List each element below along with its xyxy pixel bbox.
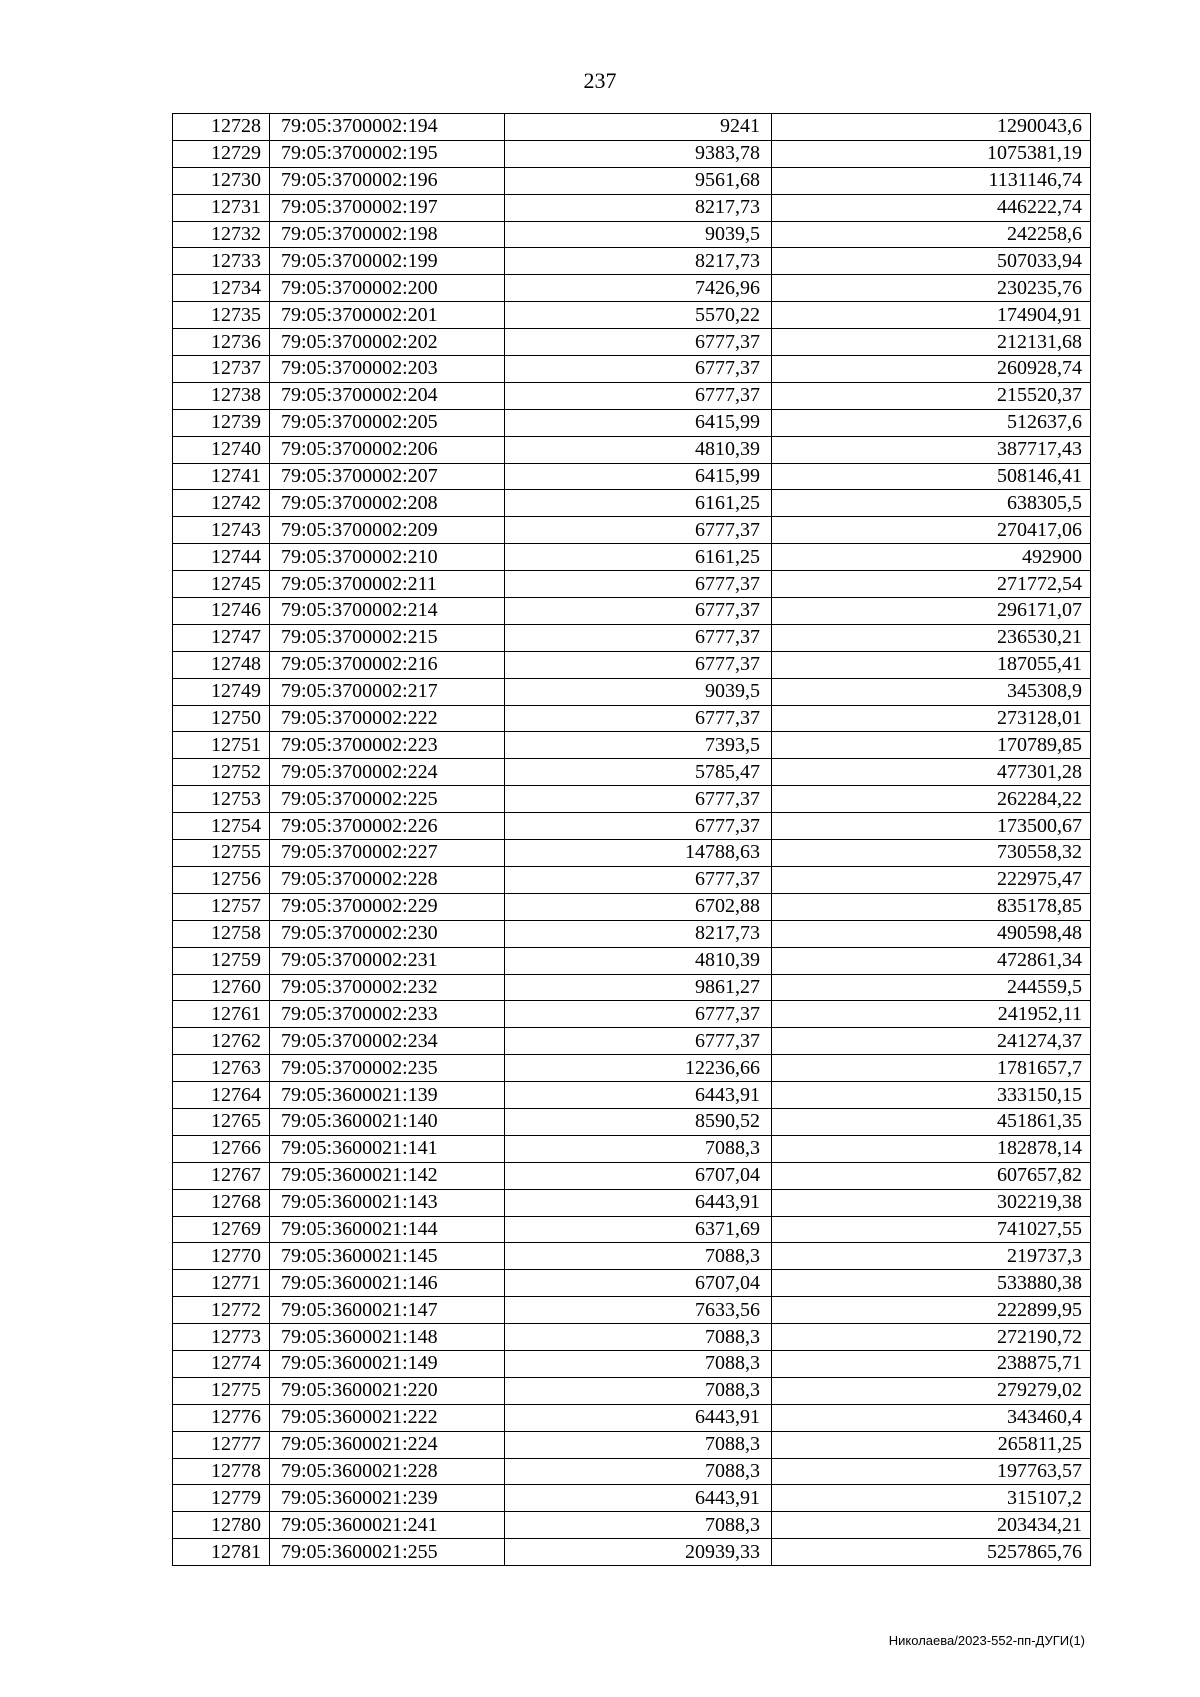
area-cell: 6161,25 [505, 490, 772, 517]
row-number-cell: 12737 [173, 356, 270, 383]
row-number-cell: 12774 [173, 1350, 270, 1377]
area-cell: 8217,73 [505, 920, 772, 947]
cadastral-number-cell: 79:05:3700002:228 [270, 866, 505, 893]
value-cell: 835178,85 [772, 893, 1091, 920]
row-number-cell: 12762 [173, 1028, 270, 1055]
cadastral-number-cell: 79:05:3700002:194 [270, 114, 505, 141]
cadastral-number-cell: 79:05:3700002:197 [270, 194, 505, 221]
row-number-cell: 12747 [173, 624, 270, 651]
value-cell: 345308,9 [772, 678, 1091, 705]
area-cell: 7088,3 [505, 1135, 772, 1162]
value-cell: 270417,06 [772, 517, 1091, 544]
value-cell: 265811,25 [772, 1431, 1091, 1458]
cadastral-number-cell: 79:05:3700002:226 [270, 813, 505, 840]
area-cell: 6777,37 [505, 651, 772, 678]
cadastral-number-cell: 79:05:3600021:228 [270, 1458, 505, 1485]
table-row [173, 167, 1091, 194]
cadastral-number-cell: 79:05:3700002:196 [270, 167, 505, 194]
value-cell: 1781657,7 [772, 1055, 1091, 1082]
cadastral-number-cell: 79:05:3700002:198 [270, 221, 505, 248]
row-number-cell: 12779 [173, 1485, 270, 1512]
cadastral-number-cell: 79:05:3600021:139 [270, 1082, 505, 1109]
value-cell: 296171,07 [772, 598, 1091, 625]
cadastral-number-cell: 79:05:3700002:231 [270, 947, 505, 974]
cadastral-number-cell: 79:05:3700002:208 [270, 490, 505, 517]
value-cell: 174904,91 [772, 302, 1091, 329]
row-number-cell: 12730 [173, 167, 270, 194]
value-cell: 302219,38 [772, 1189, 1091, 1216]
row-number-cell: 12775 [173, 1377, 270, 1404]
row-number-cell: 12781 [173, 1539, 270, 1566]
table-row [173, 140, 1091, 167]
cadastral-number-cell: 79:05:3600021:146 [270, 1270, 505, 1297]
value-cell: 212131,68 [772, 329, 1091, 356]
row-number-cell: 12764 [173, 1082, 270, 1109]
table-row [173, 1512, 1091, 1539]
table-row [173, 624, 1091, 651]
area-cell: 6777,37 [505, 705, 772, 732]
cadastral-number-cell: 79:05:3700002:225 [270, 786, 505, 813]
row-number-cell: 12733 [173, 248, 270, 275]
row-number-cell: 12777 [173, 1431, 270, 1458]
cadastral-number-cell: 79:05:3700002:232 [270, 974, 505, 1001]
area-cell: 7088,3 [505, 1458, 772, 1485]
area-cell: 7088,3 [505, 1324, 772, 1351]
value-cell: 260928,74 [772, 356, 1091, 383]
cadastral-number-cell: 79:05:3600021:141 [270, 1135, 505, 1162]
row-number-cell: 12743 [173, 517, 270, 544]
table-row [173, 1431, 1091, 1458]
value-cell: 472861,34 [772, 947, 1091, 974]
area-cell: 5785,47 [505, 759, 772, 786]
row-number-cell: 12760 [173, 974, 270, 1001]
row-number-cell: 12757 [173, 893, 270, 920]
area-cell: 6415,99 [505, 463, 772, 490]
value-cell: 187055,41 [772, 651, 1091, 678]
table-row [173, 436, 1091, 463]
area-cell: 6415,99 [505, 409, 772, 436]
row-number-cell: 12739 [173, 409, 270, 436]
row-number-cell: 12765 [173, 1108, 270, 1135]
area-cell: 6443,91 [505, 1485, 772, 1512]
value-cell: 387717,43 [772, 436, 1091, 463]
area-cell: 8217,73 [505, 248, 772, 275]
value-cell: 533880,38 [772, 1270, 1091, 1297]
document-footer: Николаева/2023-552-пп-ДУГИ(1) [888, 1633, 1085, 1648]
cadastral-number-cell: 79:05:3700002:229 [270, 893, 505, 920]
area-cell: 6161,25 [505, 544, 772, 571]
row-number-cell: 12769 [173, 1216, 270, 1243]
area-cell: 6777,37 [505, 571, 772, 598]
area-cell: 7088,3 [505, 1377, 772, 1404]
area-cell: 14788,63 [505, 840, 772, 867]
row-number-cell: 12745 [173, 571, 270, 598]
value-cell: 236530,21 [772, 624, 1091, 651]
table-row [173, 893, 1091, 920]
area-cell: 8217,73 [505, 194, 772, 221]
table-row [173, 463, 1091, 490]
table-row [173, 947, 1091, 974]
row-number-cell: 12766 [173, 1135, 270, 1162]
area-cell: 5570,22 [505, 302, 772, 329]
table-row [173, 1404, 1091, 1431]
row-number-cell: 12754 [173, 813, 270, 840]
value-cell: 1131146,74 [772, 167, 1091, 194]
area-cell: 6777,37 [505, 786, 772, 813]
cadastral-number-cell: 79:05:3700002:227 [270, 840, 505, 867]
value-cell: 279279,02 [772, 1377, 1091, 1404]
value-cell: 244559,5 [772, 974, 1091, 1001]
row-number-cell: 12756 [173, 866, 270, 893]
table-row [173, 840, 1091, 867]
table-row [173, 302, 1091, 329]
area-cell: 7088,3 [505, 1431, 772, 1458]
table-row [173, 1243, 1091, 1270]
cadastral-number-cell: 79:05:3700002:209 [270, 517, 505, 544]
area-cell: 9039,5 [505, 678, 772, 705]
table-row [173, 571, 1091, 598]
value-cell: 230235,76 [772, 275, 1091, 302]
cadastral-number-cell: 79:05:3700002:200 [270, 275, 505, 302]
cadastral-number-cell: 79:05:3700002:202 [270, 329, 505, 356]
table-row [173, 517, 1091, 544]
table-row [173, 705, 1091, 732]
table-row [173, 1082, 1091, 1109]
row-number-cell: 12773 [173, 1324, 270, 1351]
row-number-cell: 12755 [173, 840, 270, 867]
registry-table-body [173, 114, 1091, 1566]
table-row [173, 1162, 1091, 1189]
area-cell: 6777,37 [505, 382, 772, 409]
cadastral-number-cell: 79:05:3600021:220 [270, 1377, 505, 1404]
cadastral-number-cell: 79:05:3700002:223 [270, 732, 505, 759]
row-number-cell: 12740 [173, 436, 270, 463]
table-row [173, 920, 1091, 947]
area-cell: 9561,68 [505, 167, 772, 194]
row-number-cell: 12768 [173, 1189, 270, 1216]
table-row [173, 678, 1091, 705]
area-cell: 9383,78 [505, 140, 772, 167]
row-number-cell: 12736 [173, 329, 270, 356]
row-number-cell: 12772 [173, 1297, 270, 1324]
area-cell: 6702,88 [505, 893, 772, 920]
table-row [173, 1270, 1091, 1297]
cadastral-number-cell: 79:05:3700002:214 [270, 598, 505, 625]
table-row [173, 732, 1091, 759]
area-cell: 9861,27 [505, 974, 772, 1001]
area-cell: 12236,66 [505, 1055, 772, 1082]
value-cell: 490598,48 [772, 920, 1091, 947]
cadastral-number-cell: 79:05:3700002:216 [270, 651, 505, 678]
value-cell: 508146,41 [772, 463, 1091, 490]
cadastral-number-cell: 79:05:3700002:222 [270, 705, 505, 732]
cadastral-number-cell: 79:05:3700002:205 [270, 409, 505, 436]
area-cell: 6777,37 [505, 813, 772, 840]
row-number-cell: 12734 [173, 275, 270, 302]
cadastral-number-cell: 79:05:3600021:255 [270, 1539, 505, 1566]
value-cell: 272190,72 [772, 1324, 1091, 1351]
area-cell: 7088,3 [505, 1512, 772, 1539]
value-cell: 730558,32 [772, 840, 1091, 867]
table-row [173, 1001, 1091, 1028]
value-cell: 173500,67 [772, 813, 1091, 840]
row-number-cell: 12752 [173, 759, 270, 786]
table-row [173, 1350, 1091, 1377]
value-cell: 219737,3 [772, 1243, 1091, 1270]
value-cell: 477301,28 [772, 759, 1091, 786]
table-row [173, 1216, 1091, 1243]
area-cell: 6777,37 [505, 1001, 772, 1028]
table-row [173, 1135, 1091, 1162]
cadastral-number-cell: 79:05:3600021:239 [270, 1485, 505, 1512]
value-cell: 315107,2 [772, 1485, 1091, 1512]
table-row [173, 194, 1091, 221]
row-number-cell: 12738 [173, 382, 270, 409]
cadastral-number-cell: 79:05:3700002:235 [270, 1055, 505, 1082]
value-cell: 1075381,19 [772, 140, 1091, 167]
cadastral-number-cell: 79:05:3700002:206 [270, 436, 505, 463]
value-cell: 241274,37 [772, 1028, 1091, 1055]
table-row [173, 813, 1091, 840]
row-number-cell: 12776 [173, 1404, 270, 1431]
row-number-cell: 12729 [173, 140, 270, 167]
cadastral-number-cell: 79:05:3600021:224 [270, 1431, 505, 1458]
cadastral-number-cell: 79:05:3700002:224 [270, 759, 505, 786]
value-cell: 492900 [772, 544, 1091, 571]
cadastral-number-cell: 79:05:3600021:143 [270, 1189, 505, 1216]
value-cell: 273128,01 [772, 705, 1091, 732]
row-number-cell: 12728 [173, 114, 270, 141]
value-cell: 262284,22 [772, 786, 1091, 813]
area-cell: 7426,96 [505, 275, 772, 302]
row-number-cell: 12744 [173, 544, 270, 571]
cadastral-number-cell: 79:05:3600021:148 [270, 1324, 505, 1351]
table-row [173, 1189, 1091, 1216]
table-row [173, 382, 1091, 409]
row-number-cell: 12780 [173, 1512, 270, 1539]
row-number-cell: 12750 [173, 705, 270, 732]
table-row [173, 1028, 1091, 1055]
table-row [173, 544, 1091, 571]
area-cell: 4810,39 [505, 947, 772, 974]
area-cell: 6777,37 [505, 624, 772, 651]
table-row [173, 221, 1091, 248]
value-cell: 271772,54 [772, 571, 1091, 598]
cadastral-number-cell: 79:05:3600021:241 [270, 1512, 505, 1539]
table-row [173, 329, 1091, 356]
value-cell: 203434,21 [772, 1512, 1091, 1539]
cadastral-number-cell: 79:05:3700002:203 [270, 356, 505, 383]
table-row [173, 356, 1091, 383]
value-cell: 512637,6 [772, 409, 1091, 436]
area-cell: 6443,91 [505, 1404, 772, 1431]
row-number-cell: 12732 [173, 221, 270, 248]
cadastral-number-cell: 79:05:3700002:195 [270, 140, 505, 167]
cadastral-number-cell: 79:05:3600021:140 [270, 1108, 505, 1135]
cadastral-number-cell: 79:05:3700002:233 [270, 1001, 505, 1028]
row-number-cell: 12731 [173, 194, 270, 221]
cadastral-number-cell: 79:05:3700002:217 [270, 678, 505, 705]
row-number-cell: 12748 [173, 651, 270, 678]
row-number-cell: 12778 [173, 1458, 270, 1485]
value-cell: 333150,15 [772, 1082, 1091, 1109]
cadastral-number-cell: 79:05:3700002:215 [270, 624, 505, 651]
value-cell: 182878,14 [772, 1135, 1091, 1162]
value-cell: 507033,94 [772, 248, 1091, 275]
value-cell: 215520,37 [772, 382, 1091, 409]
area-cell: 6707,04 [505, 1162, 772, 1189]
cadastral-number-cell: 79:05:3600021:147 [270, 1297, 505, 1324]
row-number-cell: 12749 [173, 678, 270, 705]
area-cell: 6777,37 [505, 517, 772, 544]
value-cell: 238875,71 [772, 1350, 1091, 1377]
value-cell: 607657,82 [772, 1162, 1091, 1189]
table-row [173, 248, 1091, 275]
table-row [173, 1458, 1091, 1485]
table-row [173, 651, 1091, 678]
table-row [173, 866, 1091, 893]
cadastral-number-cell: 79:05:3700002:204 [270, 382, 505, 409]
table-row [173, 598, 1091, 625]
value-cell: 446222,74 [772, 194, 1091, 221]
cadastral-number-cell: 79:05:3700002:211 [270, 571, 505, 598]
row-number-cell: 12735 [173, 302, 270, 329]
cadastral-number-cell: 79:05:3700002:234 [270, 1028, 505, 1055]
value-cell: 638305,5 [772, 490, 1091, 517]
cadastral-number-cell: 79:05:3600021:222 [270, 1404, 505, 1431]
cadastral-number-cell: 79:05:3700002:199 [270, 248, 505, 275]
area-cell: 7088,3 [505, 1243, 772, 1270]
area-cell: 6777,37 [505, 866, 772, 893]
row-number-cell: 12758 [173, 920, 270, 947]
value-cell: 343460,4 [772, 1404, 1091, 1431]
value-cell: 451861,35 [772, 1108, 1091, 1135]
value-cell: 241952,11 [772, 1001, 1091, 1028]
area-cell: 7633,56 [505, 1297, 772, 1324]
row-number-cell: 12763 [173, 1055, 270, 1082]
row-number-cell: 12741 [173, 463, 270, 490]
cadastral-number-cell: 79:05:3700002:210 [270, 544, 505, 571]
table-row [173, 1055, 1091, 1082]
area-cell: 7393,5 [505, 732, 772, 759]
row-number-cell: 12759 [173, 947, 270, 974]
row-number-cell: 12742 [173, 490, 270, 517]
area-cell: 6443,91 [505, 1189, 772, 1216]
area-cell: 6777,37 [505, 356, 772, 383]
value-cell: 1290043,6 [772, 114, 1091, 141]
row-number-cell: 12751 [173, 732, 270, 759]
cadastral-number-cell: 79:05:3700002:201 [270, 302, 505, 329]
area-cell: 6371,69 [505, 1216, 772, 1243]
area-cell: 7088,3 [505, 1350, 772, 1377]
area-cell: 6443,91 [505, 1082, 772, 1109]
area-cell: 6707,04 [505, 1270, 772, 1297]
row-number-cell: 12753 [173, 786, 270, 813]
row-number-cell: 12746 [173, 598, 270, 625]
value-cell: 170789,85 [772, 732, 1091, 759]
area-cell: 6777,37 [505, 1028, 772, 1055]
page-number: 237 [583, 68, 617, 93]
area-cell: 9039,5 [505, 221, 772, 248]
area-cell: 8590,52 [505, 1108, 772, 1135]
area-cell: 9241 [505, 114, 772, 141]
value-cell: 222899,95 [772, 1297, 1091, 1324]
table-row [173, 490, 1091, 517]
registry-table [172, 113, 1091, 1566]
row-number-cell: 12771 [173, 1270, 270, 1297]
value-cell: 5257865,76 [772, 1539, 1091, 1566]
area-cell: 4810,39 [505, 436, 772, 463]
table-row [173, 1377, 1091, 1404]
table-row [173, 114, 1091, 141]
table-row [173, 759, 1091, 786]
row-number-cell: 12767 [173, 1162, 270, 1189]
cadastral-number-cell: 79:05:3700002:230 [270, 920, 505, 947]
table-row [173, 1539, 1091, 1566]
value-cell: 222975,47 [772, 866, 1091, 893]
table-row [173, 1485, 1091, 1512]
value-cell: 741027,55 [772, 1216, 1091, 1243]
cadastral-number-cell: 79:05:3700002:207 [270, 463, 505, 490]
table-row [173, 974, 1091, 1001]
table-row [173, 409, 1091, 436]
table-row [173, 1297, 1091, 1324]
cadastral-number-cell: 79:05:3600021:144 [270, 1216, 505, 1243]
table-row [173, 275, 1091, 302]
cadastral-number-cell: 79:05:3600021:142 [270, 1162, 505, 1189]
area-cell: 6777,37 [505, 598, 772, 625]
table-row [173, 1108, 1091, 1135]
cadastral-number-cell: 79:05:3600021:145 [270, 1243, 505, 1270]
row-number-cell: 12770 [173, 1243, 270, 1270]
value-cell: 242258,6 [772, 221, 1091, 248]
row-number-cell: 12761 [173, 1001, 270, 1028]
table-row [173, 786, 1091, 813]
cadastral-number-cell: 79:05:3600021:149 [270, 1350, 505, 1377]
area-cell: 20939,33 [505, 1539, 772, 1566]
table-row [173, 1324, 1091, 1351]
area-cell: 6777,37 [505, 329, 772, 356]
value-cell: 197763,57 [772, 1458, 1091, 1485]
